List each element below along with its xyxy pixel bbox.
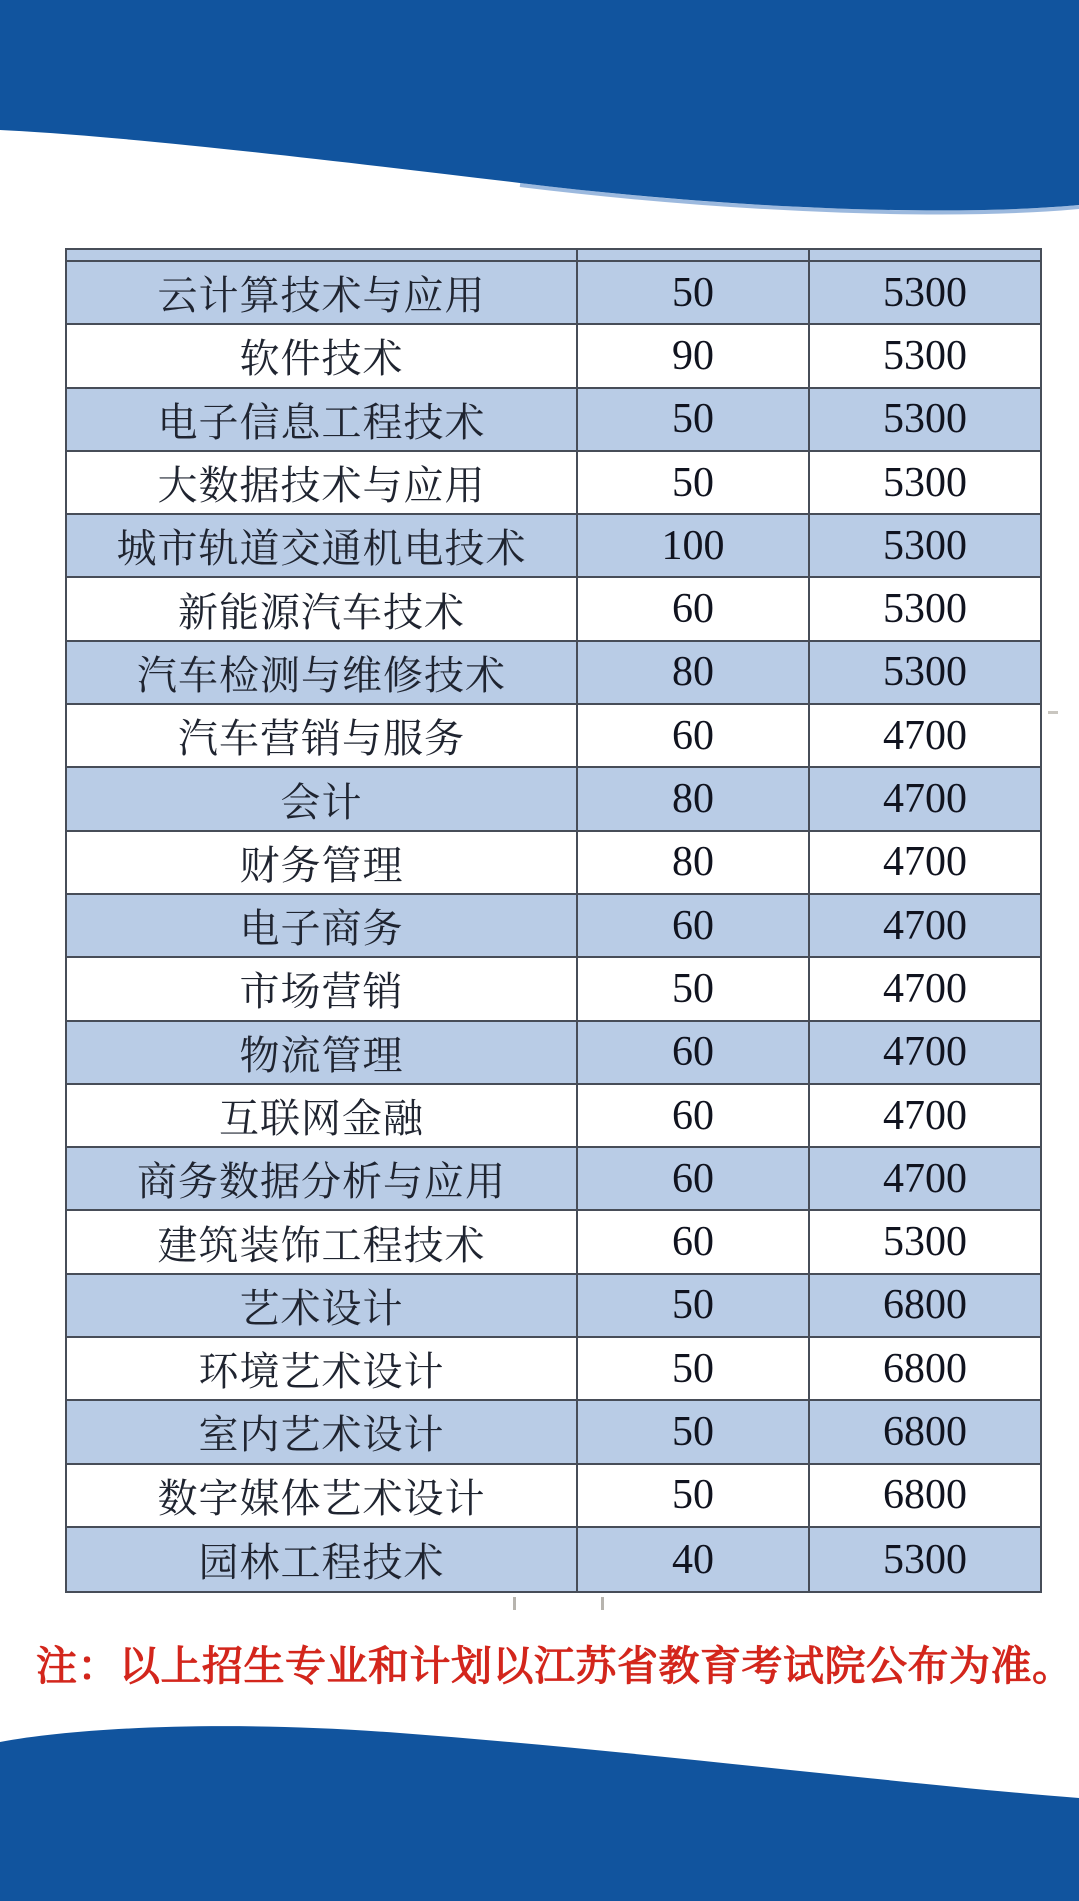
table-row [67,262,1040,325]
fee-cell: 5300 [808,515,1040,576]
quota-cell: 90 [576,325,808,386]
major-cell: 环境艺术设计 [198,1349,445,1395]
quota-cell: 60 [576,895,808,956]
fee-cell: 5300 [808,1528,1040,1591]
fee-cell: 5300 [808,578,1040,639]
quota-cell: 60 [576,1022,808,1083]
table-row [67,578,1040,641]
table-row [67,452,1040,515]
fee-cell: 4700 [808,1022,1040,1083]
fee-cell: 4700 [808,705,1040,766]
table-row [67,705,1040,768]
major-cell: 会计 [280,779,363,825]
artifact-tick [601,1597,604,1610]
fee-cell: 5300 [808,262,1040,323]
quota-cell [576,250,808,260]
fee-cell: 4700 [808,832,1040,893]
table-row [67,768,1040,831]
quota-cell: 50 [576,262,808,323]
major-cell: 建筑装饰工程技术 [157,1222,486,1268]
major-cell: 艺术设计 [239,1285,404,1331]
table-row [67,1211,1040,1274]
quota-cell: 60 [576,705,808,766]
quota-cell: 100 [576,515,808,576]
table-row [67,1465,1040,1528]
major-cell [67,250,576,260]
major-cell: 城市轨道交通机电技术 [116,526,527,572]
major-cell: 电子商务 [239,906,404,952]
table-row [67,1528,1040,1591]
table-row [67,958,1040,1021]
fee-cell: 4700 [808,895,1040,956]
fee-cell: 4700 [808,1085,1040,1146]
quota-cell: 60 [576,1085,808,1146]
major-cell: 室内艺术设计 [198,1412,445,1458]
major-cell: 大数据技术与应用 [157,463,486,509]
quota-cell: 40 [576,1528,808,1591]
fee-cell: 5300 [808,1211,1040,1272]
fee-cell: 4700 [808,768,1040,829]
table-row [67,642,1040,705]
fee-cell: 6800 [808,1338,1040,1399]
quota-cell: 80 [576,832,808,893]
fee-cell: 4700 [808,958,1040,1019]
table-row [67,1085,1040,1148]
quota-cell: 50 [576,1465,808,1526]
major-cell: 软件技术 [239,336,404,382]
quota-cell: 60 [576,1211,808,1272]
fee-cell: 6800 [808,1401,1040,1462]
fee-cell: 5300 [808,642,1040,703]
table-row [67,1275,1040,1338]
table-row-partial [67,250,1040,262]
fee-cell: 4700 [808,1148,1040,1209]
top-banner-wave [0,0,1079,230]
fee-cell [808,250,1040,260]
table-row [67,1022,1040,1085]
major-cell: 数字媒体艺术设计 [157,1475,486,1521]
artifact-dash [1048,711,1058,714]
table-row [67,1338,1040,1401]
major-cell: 云计算技术与应用 [157,273,486,319]
table-body [67,262,1040,1591]
fee-cell: 5300 [808,389,1040,450]
major-cell: 园林工程技术 [198,1540,445,1586]
major-cell: 物流管理 [239,1032,404,1078]
fee-cell: 6800 [808,1275,1040,1336]
quota-cell: 80 [576,768,808,829]
quota-cell: 50 [576,1338,808,1399]
major-cell: 电子信息工程技术 [157,399,486,445]
quota-cell: 50 [576,452,808,513]
major-cell: 财务管理 [239,842,404,888]
table-row [67,895,1040,958]
major-cell: 互联网金融 [219,1096,424,1141]
major-cell: 新能源汽车技术 [178,589,465,635]
note-text: 注：以上招生专业和计划以江苏省教育考试院公布为准。 [36,1643,1074,1689]
table-row [67,389,1040,452]
quota-cell: 80 [576,642,808,703]
artifact-tick [513,1597,516,1610]
quota-cell: 60 [576,1148,808,1209]
table-row [67,832,1040,895]
bottom-banner-wave [0,1711,1079,1901]
table-row [67,515,1040,578]
quota-cell: 50 [576,1275,808,1336]
quota-cell: 60 [576,578,808,639]
fee-cell: 6800 [808,1465,1040,1526]
major-cell: 市场营销 [239,969,404,1015]
major-cell: 汽车检测与维修技术 [137,652,506,698]
quota-cell: 50 [576,1401,808,1462]
fee-cell: 5300 [808,452,1040,513]
admissions-table [65,248,1042,1593]
quota-cell: 50 [576,389,808,450]
table-row [67,1401,1040,1464]
major-cell: 汽车营销与服务 [178,716,465,762]
fee-cell: 5300 [808,325,1040,386]
table-row [67,325,1040,388]
quota-cell: 50 [576,958,808,1019]
major-cell: 商务数据分析与应用 [137,1159,506,1205]
table-row [67,1148,1040,1211]
